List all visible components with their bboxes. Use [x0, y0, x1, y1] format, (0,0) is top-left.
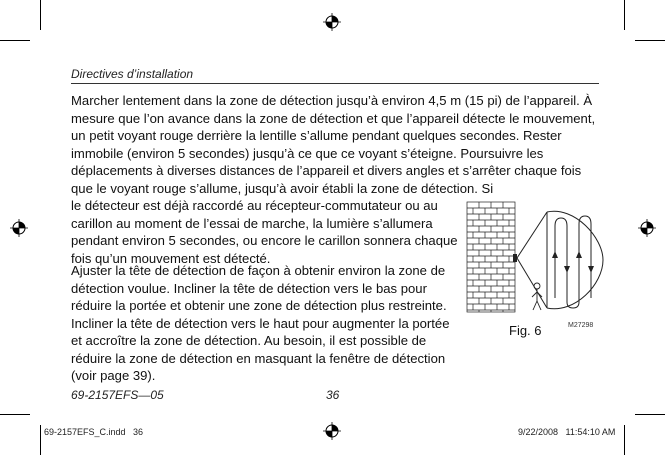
crop-mark	[624, 0, 625, 30]
detection-zone-figure	[465, 198, 605, 328]
crop-mark	[40, 0, 41, 30]
section-header: Directives d’installation	[71, 67, 194, 81]
slug-timestamp: 9/22/2008 11:54:10 AM	[518, 427, 616, 437]
registration-mark-icon	[323, 422, 341, 440]
paragraph-text: le détecteur est déjà raccordé au récepteur-commutateur ou au carillon au moment de l’essai de marche, la lumière s’allumera pendant environ 5 secondes, ou encore le carillon sonnera chaque fois qu’un mouvement est détecté.	[71, 198, 458, 266]
slug-filename: 69-2157EFS_C.indd 36	[44, 427, 144, 437]
registration-mark-icon	[10, 219, 28, 237]
walk-path-icon	[555, 216, 591, 308]
registration-mark-icon	[638, 219, 656, 237]
body-paragraph	[71, 92, 606, 197]
figure-code: M27298	[568, 322, 594, 329]
crop-mark	[635, 414, 665, 415]
crop-mark	[635, 40, 665, 41]
figure-label: Fig. 6	[509, 323, 542, 338]
crop-mark	[0, 414, 30, 415]
body-paragraph	[71, 262, 461, 385]
paragraph-text: Marcher lentement dans la zone de détection jusqu’à environ 4,5 m (15 pi) de l’appareil. À mesure que l’on avance dans la zone de détection et que l’appareil détecte le mouvement, un petit voyant rouge derrière la lentille s’allume pendant quelques secondes. Rester immobile (environ 5 secondes) jusqu’à ce que ce voyant s’éteigne. Poursuivre les déplacements à diverses distances de l’appareil et divers angles et s’arrêter chaque fois que le voyant rouge s’allume, jusqu’à avoir établi la zone de détection. Si	[71, 93, 596, 196]
arrow-icon	[552, 251, 594, 273]
crop-mark	[40, 425, 41, 455]
body-paragraph	[71, 197, 461, 267]
detection-zone-icon	[517, 211, 603, 309]
detector-icon	[513, 254, 517, 262]
header-rule	[71, 83, 599, 84]
paragraph-text: Ajuster la tête de détection de façon à obtenir environ la zone de détection voulue. Incliner la tête de détection vers le bas pour réduire la portée et obtenir une zone de détection plus restreinte. Incliner la tête de détection vers le haut pour augmenter la portée et accroître la zone de détection. Au besoin, il est possible de réduire la zone de détection en masquant la fenêtre de détection (voir page 39).	[71, 263, 450, 383]
page-number: 36	[326, 388, 340, 402]
document-number: 69-2157EFS—05	[71, 388, 164, 402]
brick-wall-icon	[467, 202, 515, 312]
crop-mark	[0, 40, 30, 41]
registration-mark-icon	[323, 13, 341, 31]
crop-mark	[624, 425, 625, 455]
